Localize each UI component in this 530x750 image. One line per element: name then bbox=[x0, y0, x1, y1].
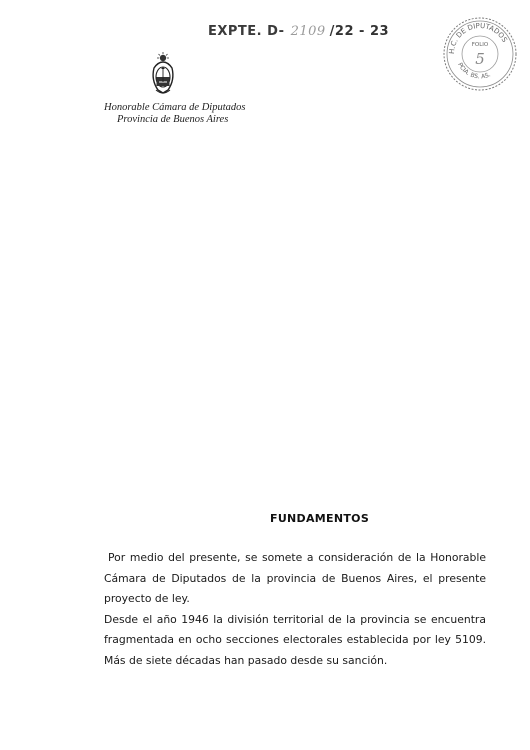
institution-name: Honorable Cámara de Diputados bbox=[104, 102, 246, 113]
institution-letterhead bbox=[104, 102, 245, 126]
province-name: Provincia de Buenos Aires bbox=[117, 114, 229, 125]
expediente-handwritten-number: 2109 bbox=[290, 24, 326, 39]
expediente-prefix: EXPTE. D- bbox=[208, 24, 285, 39]
paragraph: Desde el año 1946 la división territorial de la provincia se encuentra fragmentada en ocho secciones electorales establecida por ley 5109. Más de siete décadas han pasado desde su sanción. bbox=[104, 612, 486, 667]
paragraph: Por medio del presente, se somete a consideración de la Honorable Cámara de Diputados de la provincia de Buenos Aires, el presente proyecto de ley. bbox=[104, 551, 486, 605]
seal-folio-number: 5 bbox=[475, 50, 485, 68]
expediente-stamp bbox=[208, 24, 389, 39]
section-heading: FUNDAMENTOS bbox=[270, 512, 370, 525]
expediente-suffix: /22 - 23 bbox=[329, 24, 390, 39]
coat-of-arms-icon bbox=[150, 52, 176, 96]
folio-seal bbox=[442, 16, 518, 92]
seal-top-text: H.C. DE DIPUTADOS bbox=[447, 21, 509, 55]
seal-bottom-text: PCIA. BS. AS. bbox=[456, 61, 492, 81]
seal-folio-label: FOLIO bbox=[471, 42, 489, 48]
document-body bbox=[104, 548, 486, 671]
